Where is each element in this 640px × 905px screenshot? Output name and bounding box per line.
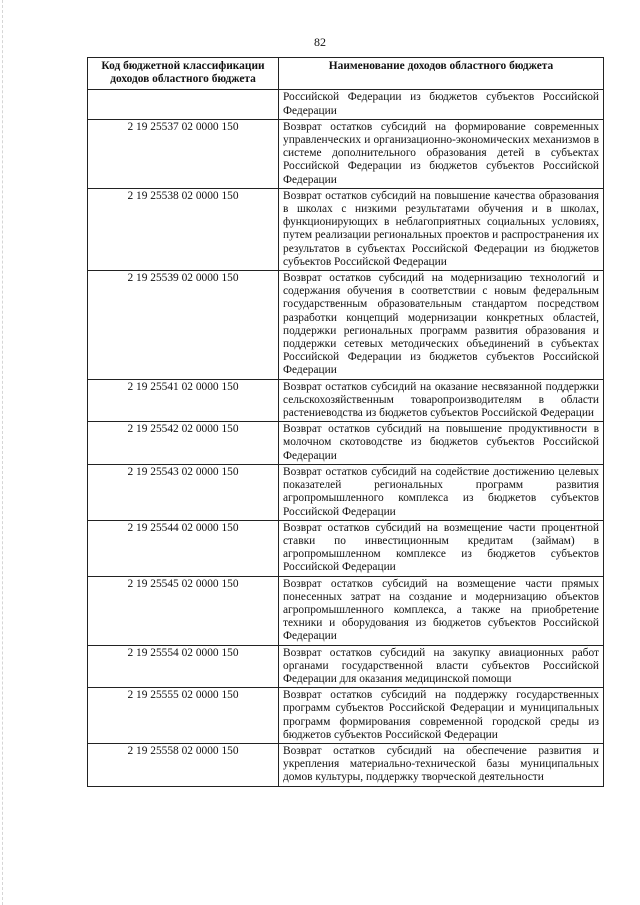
scan-edge (2, 0, 4, 905)
row-name: Возврат остатков субсидий на формирование современных управленческих и организационно-экономических механизмов в системе дополнительного образования детей в субъектах Российской Федерации из бюджетов субъектов Российской Федерации (279, 119, 604, 188)
row-code: 2 19 25545 02 0000 150 (88, 576, 279, 645)
header-name: Наименование доходов областного бюджета (279, 58, 604, 90)
row-name: Возврат остатков субсидий на оказание несвязанной поддержки сельскохозяйственным товаропроизводителям в области растениеводства из бюджетов субъектов Российской Федерации (279, 379, 604, 422)
table-row (88, 422, 604, 465)
table-row (88, 576, 604, 645)
table-row (88, 379, 604, 422)
table-row (88, 464, 604, 520)
table-row (88, 743, 604, 786)
row-name: Возврат остатков субсидий на повышение продуктивности в молочном скотоводстве из бюджетов субъектов Российской Федерации (279, 422, 604, 465)
table-header-row (88, 58, 604, 90)
row-name: Возврат остатков субсидий на возмещение части прямых понесенных затрат на создание и модернизацию объектов агропромышленного комплекса, а также на приобретение техники и оборудования из бюджетов субъектов Российской Федерации (279, 576, 604, 645)
row-name: Возврат остатков субсидий на поддержку государственных программ субъектов Российской Федерации и муниципальных программ формирования современной городской среды из бюджетов субъектов Российской Федерации (279, 688, 604, 744)
row-name: Возврат остатков субсидий на обеспечение развития и укрепления материально-технической базы муниципальных домов культуры, поддержку творческой деятельности (279, 743, 604, 786)
table-row (88, 520, 604, 576)
row-code: 2 19 25544 02 0000 150 (88, 520, 279, 576)
row-name: Возврат остатков субсидий на возмещение части процентной ставки по инвестиционным кредитам (займам) в агропромышленном комплексе из бюджетов субъектов Российской Федерации (279, 520, 604, 576)
row-name: Возврат остатков субсидий на повышение качества образования в школах с низкими результатами обучения и в школах, функционирующих в неблагоприятных социальных условиях, путем реализации региональных проектов и распространения их результатов в субъектах Российской Федерации из бюджетов субъектов Российской Федерации (279, 188, 604, 270)
table-row (88, 188, 604, 270)
table-row (88, 271, 604, 380)
row-name: Возврат остатков субсидий на содействие достижению целевых показателей региональных программ развития агропромышленного комплекса из бюджетов субъектов Российской Федерации (279, 464, 604, 520)
row-code: 2 19 25543 02 0000 150 (88, 464, 279, 520)
row-name: Российской Федерации из бюджетов субъектов Российской Федерации (279, 90, 604, 119)
table-row (88, 119, 604, 188)
row-code: 2 19 25539 02 0000 150 (88, 271, 279, 380)
page-number: 82 (314, 35, 326, 49)
row-code: 2 19 25541 02 0000 150 (88, 379, 279, 422)
row-code (88, 90, 279, 119)
table-row (88, 90, 604, 119)
row-code: 2 19 25537 02 0000 150 (88, 119, 279, 188)
table-row (88, 645, 604, 688)
row-code: 2 19 25542 02 0000 150 (88, 422, 279, 465)
row-code: 2 19 25538 02 0000 150 (88, 188, 279, 270)
row-code: 2 19 25555 02 0000 150 (88, 688, 279, 744)
row-name: Возврат остатков субсидий на модернизацию технологий и содержания обучения в соответствии с новым федеральным государственным образовательным стандартом посредством разработки концепций модернизации конкретных областей, поддержки региональных программ развития образования и поддержки сетевых методических объединений в субъектах Российской Федерации из бюджетов субъектов Российской Федерации (279, 271, 604, 380)
row-code: 2 19 25558 02 0000 150 (88, 743, 279, 786)
table-row (88, 688, 604, 744)
row-code: 2 19 25554 02 0000 150 (88, 645, 279, 688)
budget-classification-table (87, 57, 604, 787)
row-name: Возврат остатков субсидий на закупку авиационных работ органами государственной власти субъектов Российской Федерации для оказания медицинской помощи (279, 645, 604, 688)
header-code: Код бюджетной классификации доходов областного бюджета (88, 58, 279, 90)
